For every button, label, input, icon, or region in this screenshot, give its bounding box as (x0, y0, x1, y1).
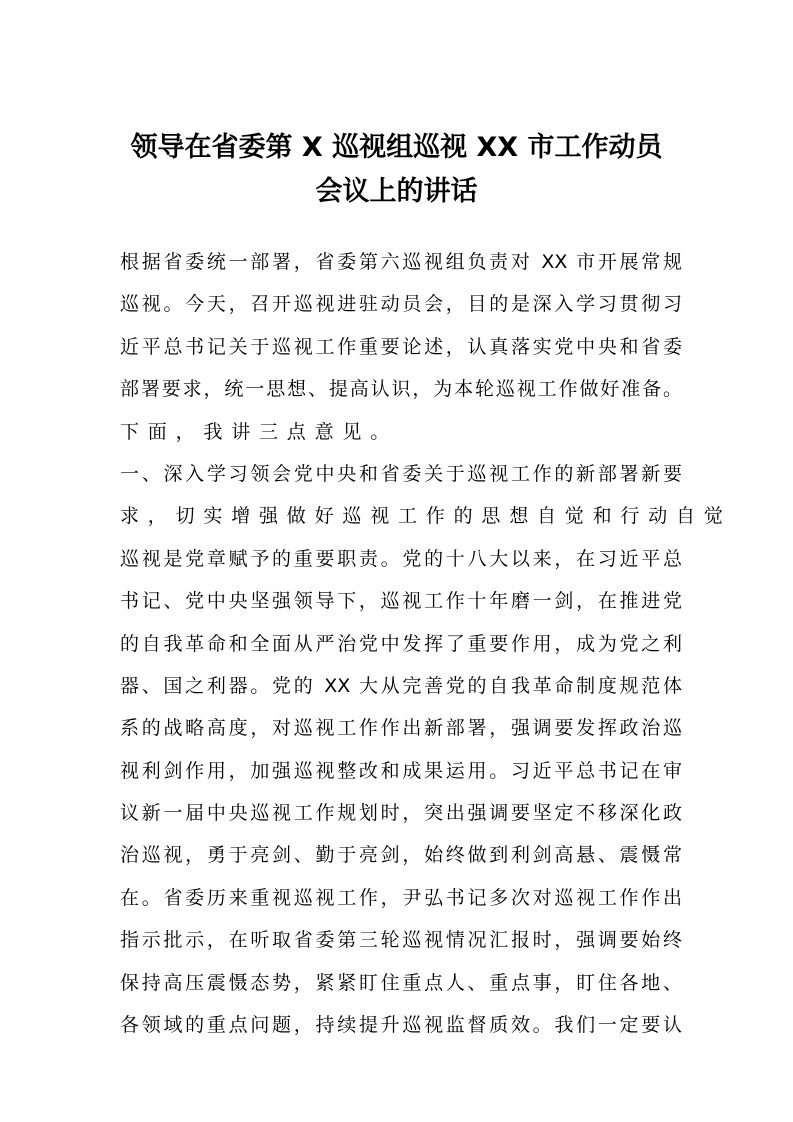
text-line: 在。省委历来重视巡视工作，尹弘书记多次对巡视工作作出 (120, 886, 682, 909)
document-title (0, 126, 793, 214)
text-line: 议新一届中央巡视工作规划时，突出强调要坚定不移深化政 (120, 802, 682, 825)
text-line: 器、国之利器。党的 XX 大从完善党的自我革命制度规范体 (120, 674, 682, 697)
document-body (120, 241, 732, 1046)
text-line: 指示批示，在听取省委第三轮巡视情况汇报时，强调要始终 (120, 929, 682, 952)
text-line: 保持高压震慑态势，紧紧盯住重点人、重点事，盯住各地、 (120, 971, 682, 994)
text-line: 的自我革命和全面从严治党中发挥了重要作用，成为党之利 (120, 632, 682, 655)
text-line: 视利剑作用，加强巡视整改和成果运用。习近平总书记在审 (120, 759, 682, 782)
title-line-1: 领导在省委第 X 巡视组巡视 XX 市工作动员 (130, 132, 663, 163)
text-line: 巡视。今天，召开巡视进驻动员会，目的是深入学习贯彻习 (120, 293, 682, 316)
text-line: 部署要求，统一思想、提高认识，为本轮巡视工作做好准备。 (120, 378, 682, 401)
text-line: 巡视是党章赋予的重要职责。党的十八大以来，在习近平总 (120, 547, 682, 570)
text-line: 根据省委统一部署，省委第六巡视组负责对 XX 市开展常规 (120, 251, 682, 273)
text-line: 书记、党中央坚强领导下，巡视工作十年磨一剑，在推进党 (120, 590, 682, 613)
text-line: 系的战略高度，对巡视工作作出新部署，强调要发挥政治巡 (120, 717, 682, 740)
text-line: 各领域的重点问题，持续提升巡视监督质效。我们一定要认 (120, 1014, 682, 1037)
section-heading-line: 求，切实增强做好巡视工作的思想自觉和行动自觉 (120, 505, 732, 528)
text-line: 下面，我讲三点意见。 (120, 420, 399, 443)
title-line-2: 会议上的讲话 (315, 176, 478, 207)
text-line: 治巡视，勇于亮剑、勤于亮剑，始终做到利剑高悬、震慑常 (120, 844, 682, 867)
text-line: 近平总书记关于巡视工作重要论述，认真落实党中央和省委 (120, 335, 682, 358)
section-heading-line: 一、深入学习领会党中央和省委关于巡视工作的新部署新要 (120, 462, 682, 485)
